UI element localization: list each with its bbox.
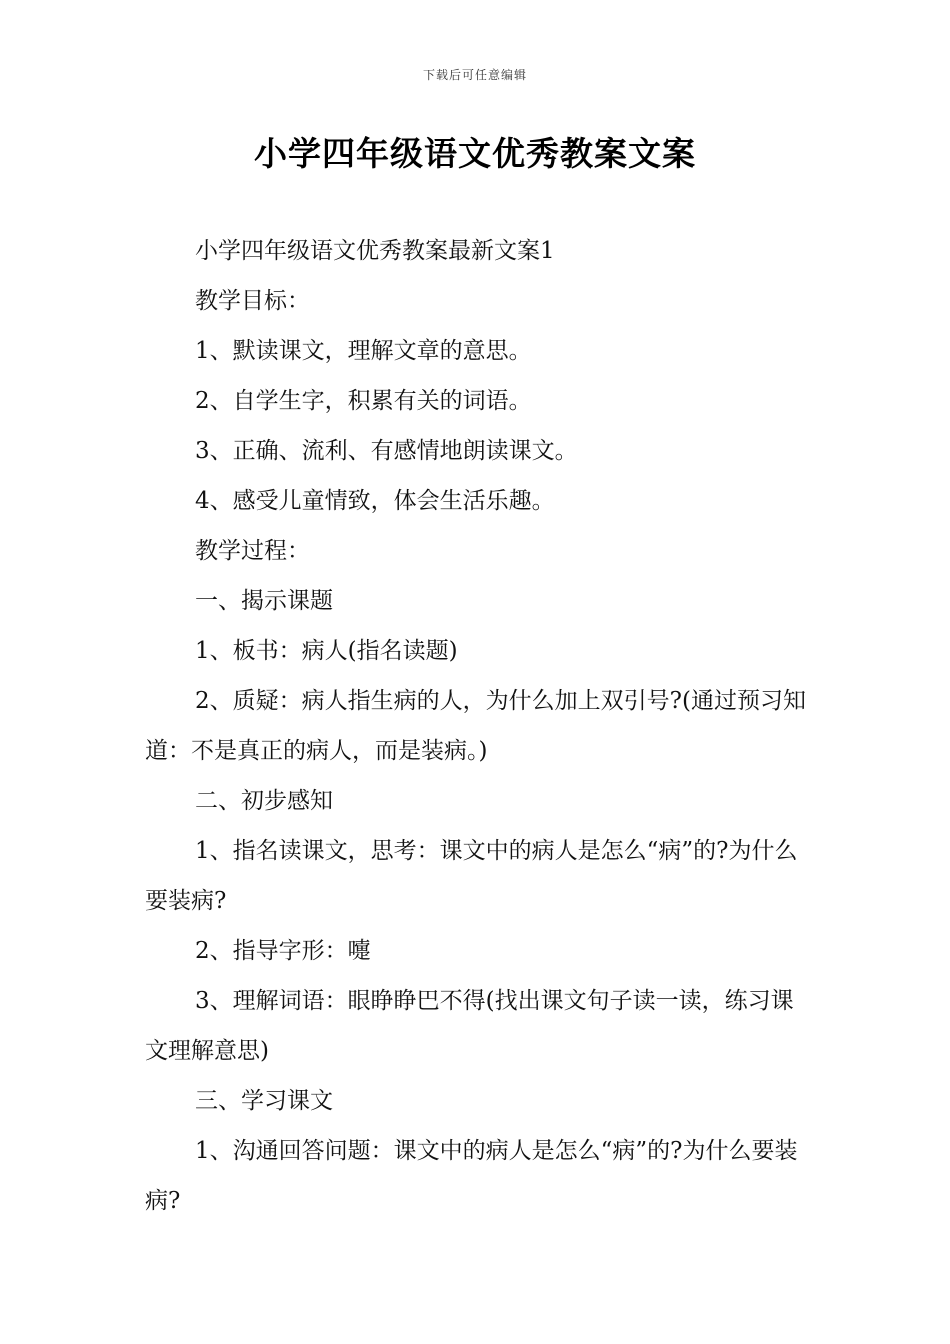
paragraph-subtitle: 小学四年级语文优秀教案最新文案1 bbox=[195, 238, 555, 264]
paragraph-step-2-3: 3、理解词语：眼睁睁巴不得(找出课文句子读一读，练习课文理解意思) bbox=[145, 988, 794, 1064]
document-title: 小学四年级语文优秀教案文案 bbox=[254, 134, 696, 173]
paragraph-section-2: 二、初步感知 bbox=[195, 788, 333, 814]
paragraph-step-3-1: 1、沟通回答问题：课文中的病人是怎么“病”的?为什么要装病? bbox=[145, 1138, 798, 1214]
paragraph-section-3: 三、学习课文 bbox=[195, 1088, 333, 1114]
paragraph-process-heading: 教学过程： bbox=[195, 538, 310, 564]
paragraph-goal-3: 3、正确、流利、有感情地朗读课文。 bbox=[195, 438, 578, 464]
paragraph-goal-2: 2、自学生字，积累有关的词语。 bbox=[195, 388, 532, 414]
paragraph-step-2-2: 2、指导字形：嚏 bbox=[195, 938, 371, 964]
paragraph-goal-1: 1、默读课文，理解文章的意思。 bbox=[195, 338, 532, 364]
header-note: 下载后可任意编辑 bbox=[422, 68, 527, 82]
paragraph-goals-heading: 教学目标： bbox=[195, 288, 310, 314]
paragraph-goal-4: 4、感受儿童情致，体会生活乐趣。 bbox=[195, 488, 555, 514]
paragraph-step-2-1: 1、指名读课文，思考：课文中的病人是怎么“病”的?为什么要装病? bbox=[145, 838, 798, 914]
paragraph-step-1-1: 1、板书：病人(指名读题) bbox=[195, 638, 458, 664]
document-body bbox=[145, 226, 810, 1226]
paragraph-section-1: 一、揭示课题 bbox=[195, 588, 333, 614]
paragraph-step-1-2: 2、质疑：病人指生病的人，为什么加上双引号?(通过预习知道：不是真正的病人，而是装病。) bbox=[145, 688, 806, 764]
